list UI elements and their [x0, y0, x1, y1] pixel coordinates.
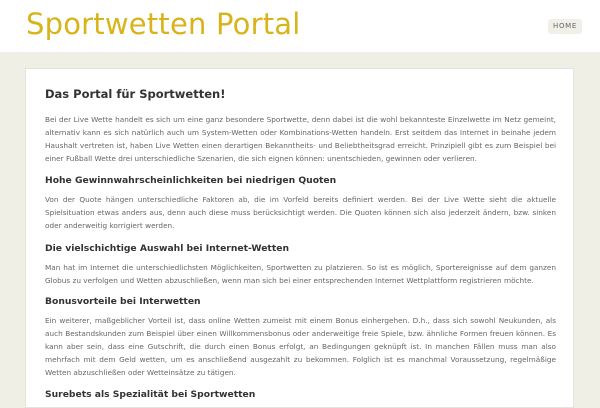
section-paragraph: Von der Quote hängen unterschiedliche Faktoren ab, die im Vorfeld bereits definiert werden. Bei der Live Wette sieht die aktuelle Spielsituation etwas anders aus, denn auch diese muss berücksichtigt werden. Die Quoten können sich also jederzeit ändern, bzw. sinken oder anderweitig korrigiert werden.	[45, 195, 556, 230]
section-paragraph: Man hat im Internet die unterschiedlichsten Möglichkeiten, Sportwetten zu platzieren. So ist es möglich, Sportereignisse auf dem ganzen Globus zu verfolgen und Wetten abzuschließen, wenn man sich bei einer entsprechenden Internet Wettplattform registrieren möchte.	[45, 263, 556, 285]
section-heading: Hohe Gewinnwahrscheinlichkeiten bei niedrigen Quoten	[45, 175, 337, 186]
site-header	[0, 0, 600, 52]
section-heading: Surebets als Spezialität bei Sportwetten	[45, 389, 256, 400]
site-title[interactable]: Sportwetten Portal	[26, 7, 301, 41]
section-paragraph: Ein weiterer, maßgeblicher Vorteil ist, dass online Wetten zumeist mit einem Bonus einhergehen. D.h., dass sich sowohl Neukunden, als auch Bestandskunden zum Beispiel über einen Willkommensbonus oder anderweitige freie Spiele, bzw. ähnliche Formen freuen können. Es kann aber sein, dass eine Gutschrift, die durch einen Bonus erfolgt, an Bedingungen geknüpft ist. In manchen Fällen muss man also mehrfach mit dem Geld wetten, um es anschließend ausgezahlt zu bekommen. Folglich ist es manchmal Voraussetzung, regelmäßige Wetten abzuschließen oder Wetteinsätze zu tätigen.	[45, 316, 556, 377]
nav-home-link[interactable]: HOME	[548, 19, 582, 34]
section-heading: Bonusvorteile bei Interwetten	[45, 296, 201, 307]
content-card	[25, 68, 574, 408]
intro-paragraph: Bei der Live Wette handelt es sich um eine ganz besondere Sportwette, denn dabei ist die wohl bekannteste Einzelwette im Netz gemeint, alternativ kann es sich natürlich auch um System-Wetten oder Kombinations-Wetten handeln. Erst seitdem das Internet in beinahe jedem Haushalt vertreten ist, haben Live Wetten einen derartigen Bekanntheits- und Beliebtheitsgrad erreicht. Prinzipiell gibt es zum Beispiel bei einer Fußball Wette drei unterschiedliche Szenarien, die sich eignen können: unentschieden, gewinnen oder verlieren.	[45, 115, 556, 163]
article-title: Das Portal für Sportwetten!	[45, 87, 226, 101]
section-heading: Die vielschichtige Auswahl bei Internet-Wetten	[45, 243, 289, 254]
